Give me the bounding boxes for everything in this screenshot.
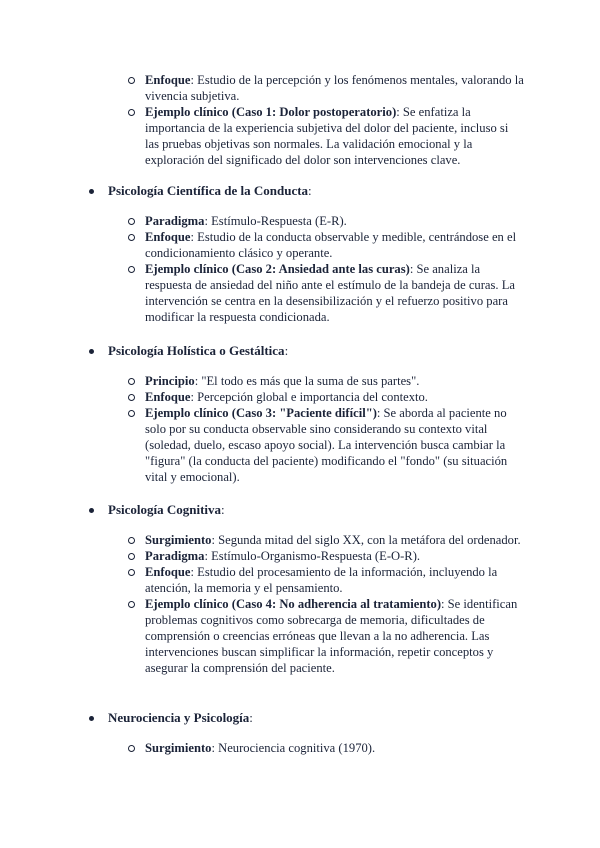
section-heading-conducta: Psicología Científica de la Conducta: — [108, 183, 312, 198]
list-conducta — [145, 213, 525, 325]
section-heading-gestalt: Psicología Holística o Gestáltica: — [108, 343, 289, 358]
list-item: Enfoque: Estudio de la percepción y los fenómenos mentales, valorando la vivencia subjetiva. — [145, 73, 524, 103]
list-enfoque-fenomenologico — [145, 72, 525, 168]
list-item: Enfoque: Percepción global e importancia del contexto. — [145, 389, 525, 405]
list-item: Enfoque: Estudio de la conducta observable y medible, centrándose en el condicionamiento clásico y operante. — [145, 229, 525, 261]
list-item: Principio: "El todo es más que la suma de sus partes". — [145, 373, 525, 389]
list-item: Ejemplo clínico (Caso 2: Ansiedad ante las curas): Se analiza la respuesta de ansiedad del niño ante el estímulo de la bandeja de curas. La intervención se centra en la desensibilización y el refuerzo positivo para modificar la respuesta condicionada. — [145, 261, 525, 325]
section-heading-neurociencia: Neurociencia y Psicología: — [108, 710, 253, 725]
list-item: Surgimiento: Neurociencia cognitiva (1970). — [145, 740, 525, 756]
section-heading-cognitiva: Psicología Cognitiva: — [108, 502, 225, 517]
list-item: Ejemplo clínico (Caso 1: Dolor postoperatorio): Se enfatiza la importancia de la experiencia subjetiva del dolor del paciente, incluso si las pruebas objetivas son normales. La validación emocional y la exploración del significado del dolor son intervenciones clave. — [145, 104, 525, 168]
list-gestalt — [145, 373, 525, 485]
list-neurociencia — [145, 740, 525, 756]
list-cognitiva — [145, 532, 525, 676]
list-item: Ejemplo clínico (Caso 4: No adherencia al tratamiento): Se identifican problemas cognitivos como sobrecarga de memoria, dificultades de comprensión o creencias erróneas que llevan a la no adherencia. Las intervenciones buscan simplificar la información, repetir conceptos y asegurar la comprensión del paciente. — [145, 596, 525, 676]
list-item: Paradigma: Estímulo-Organismo-Respuesta (E-O-R). — [145, 548, 525, 564]
list-item: Enfoque: Estudio del procesamiento de la información, incluyendo la atención, la memoria y el pensamiento. — [145, 564, 525, 596]
list-item: Paradigma: Estímulo-Respuesta (E-R). — [145, 213, 525, 229]
list-item: Ejemplo clínico (Caso 3: "Paciente difícil"): Se aborda al paciente no solo por su conducta observable sino considerando su contexto vital (soledad, duelo, escaso apoyo social). La intervención busca cambiar la "figura" (la conducta del paciente) modificando el "fondo" (su situación vital y emocional). — [145, 405, 525, 485]
list-item: Surgimiento: Segunda mitad del siglo XX, con la metáfora del ordenador. — [145, 532, 525, 548]
